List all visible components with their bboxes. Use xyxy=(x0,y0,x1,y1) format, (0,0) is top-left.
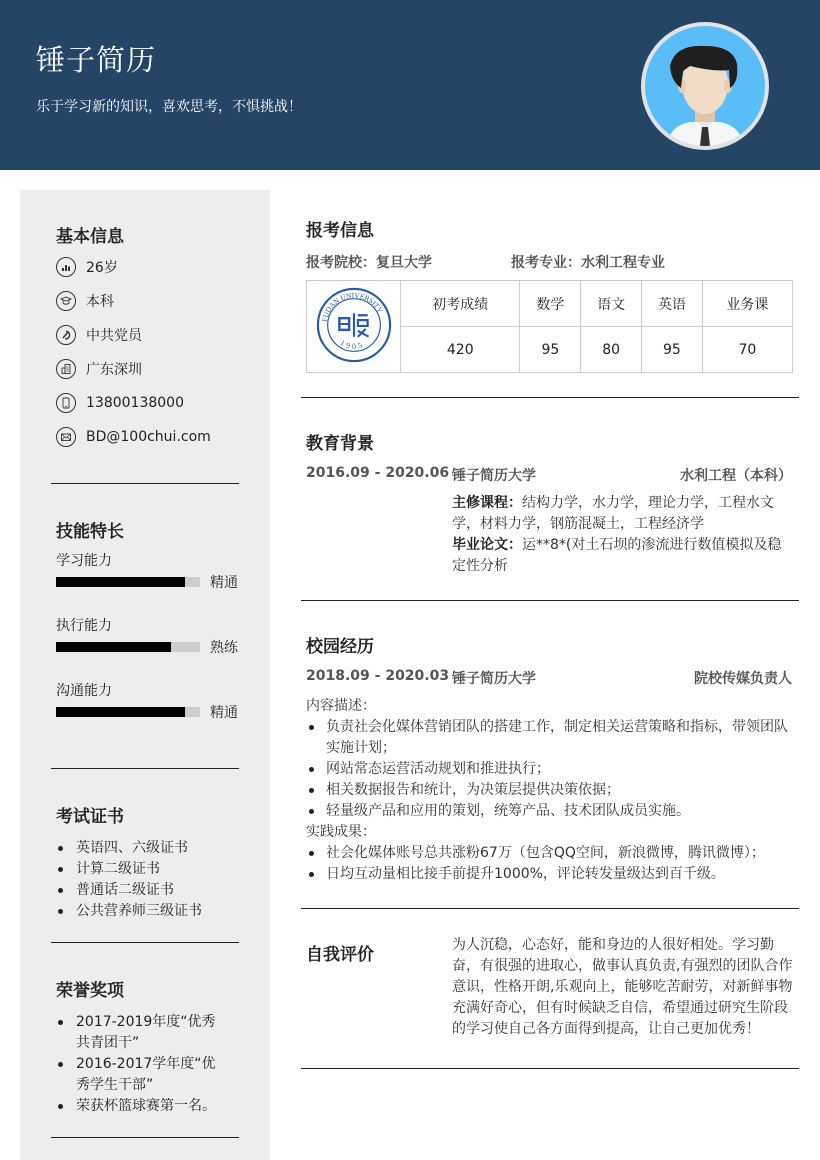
phone-icon xyxy=(56,393,76,413)
building-icon xyxy=(56,359,76,379)
age-chart-icon xyxy=(56,257,76,277)
desc-item: 网站常态运营活动规划和推进执行； xyxy=(306,759,796,780)
certificates-section xyxy=(56,802,239,922)
party-emblem-icon xyxy=(56,325,76,345)
basic-info-section xyxy=(36,222,219,247)
honors-section xyxy=(56,976,239,1117)
score-header: 业务课 xyxy=(702,281,792,327)
campus-period: 2018.09 - 2020.03 xyxy=(306,668,450,684)
skill-item xyxy=(56,615,239,659)
university-logo xyxy=(307,281,401,373)
score-header: 数学 xyxy=(520,281,581,327)
mail-icon xyxy=(56,427,76,447)
skill-bar xyxy=(56,642,200,652)
certificate-item: 英语四、六级证书 xyxy=(56,838,239,859)
info-politics-value: 中共党员 xyxy=(86,328,142,344)
education-school: 锤子简历大学 xyxy=(452,468,536,484)
education-title: 教育背景 xyxy=(306,434,374,454)
skill-label: 沟通能力 xyxy=(56,683,112,699)
education-detail xyxy=(452,493,794,577)
skill-level: 熟练 xyxy=(210,640,238,656)
score-value: 95 xyxy=(642,327,703,373)
education-major: 水利工程（本科） xyxy=(680,468,792,484)
self-eval-title: 自我评价 xyxy=(306,945,374,965)
thesis-text: 运**8*(对土石坝的渗流进行数值模拟及稳定性分析 xyxy=(452,537,782,574)
divider xyxy=(301,1068,799,1069)
honor-item: 2017-2019年度“优秀共青团干” xyxy=(56,1012,226,1054)
apply-title: 报考信息 xyxy=(306,221,374,241)
divider xyxy=(301,397,799,398)
score-header: 初考成绩 xyxy=(401,281,520,327)
info-location xyxy=(56,352,239,386)
honor-item: 荣获杯篮球赛第一名。 xyxy=(56,1096,226,1117)
honor-item: 2016-2017学年度“优秀学生干部” xyxy=(56,1054,226,1096)
info-politics xyxy=(56,318,239,352)
score-value: 95 xyxy=(520,327,581,373)
campus-school: 锤子简历大学 xyxy=(452,671,536,687)
graduation-cap-icon xyxy=(56,291,76,311)
score-value: 70 xyxy=(702,327,792,373)
skill-item xyxy=(56,550,239,594)
divider xyxy=(51,483,239,484)
thesis-label: 毕业论文： xyxy=(452,537,522,553)
apply-school: 报考院校：复旦大学 xyxy=(306,255,432,271)
info-phone-value: 13800138000 xyxy=(86,395,184,411)
info-email xyxy=(56,420,239,454)
education-period: 2016.09 - 2020.06 xyxy=(306,465,450,481)
skill-bar xyxy=(56,707,200,717)
apply-major: 报考专业：水利工程专业 xyxy=(511,255,665,271)
courses-text: 结构力学，水力学，理论力学，工程水文学，材料力学，钢筋混凝土，工程经济学 xyxy=(452,495,774,532)
certificates-title: 考试证书 xyxy=(56,807,124,827)
skill-level: 精通 xyxy=(210,705,238,721)
result-item: 日均互动量相比接手前提升1000%，评论转发量级达到百千级。 xyxy=(306,864,796,885)
campus-detail xyxy=(306,696,796,885)
divider xyxy=(51,768,239,769)
divider xyxy=(301,908,799,909)
score-header: 英语 xyxy=(642,281,703,327)
info-phone xyxy=(56,386,239,420)
score-value: 420 xyxy=(401,327,520,373)
skill-label: 学习能力 xyxy=(56,553,112,569)
info-location-value: 广东深圳 xyxy=(86,362,142,378)
basic-info-title: 基本信息 xyxy=(56,227,124,247)
divider xyxy=(51,942,239,943)
resume-header xyxy=(0,0,820,170)
score-table xyxy=(306,280,793,373)
desc-item: 负责社会化媒体营销团队的搭建工作，制定相关运营策略和指标，带领团队实施计划； xyxy=(306,717,796,759)
certificate-item: 公共营养师三级证书 xyxy=(56,901,239,922)
svg-text:FUDAN UNIVERSITY: FUDAN UNIVERSITY xyxy=(319,290,385,322)
campus-title: 校园经历 xyxy=(306,637,374,657)
divider xyxy=(51,1137,239,1138)
score-header: 语文 xyxy=(581,281,642,327)
info-age xyxy=(56,250,239,284)
skill-bar xyxy=(56,577,200,587)
skill-label: 执行能力 xyxy=(56,618,112,634)
resume-motto: 乐于学习新的知识，喜欢思考，不惧挑战！ xyxy=(36,99,302,115)
resume-name: 锤子简历 xyxy=(36,43,157,77)
result-item: 社会化媒体账号总共涨粉67万（包含QQ空间，新浪微博，腾讯微博）； xyxy=(306,843,796,864)
info-email-value: BD@100chui.com xyxy=(86,429,211,445)
fudan-logo-icon xyxy=(315,286,393,364)
certificate-item: 普通话二级证书 xyxy=(56,880,239,901)
info-degree-value: 本科 xyxy=(86,294,114,310)
certificate-item: 计算二级证书 xyxy=(56,859,239,880)
honors-title: 荣誉奖项 xyxy=(56,981,124,1001)
courses-label: 主修课程： xyxy=(452,495,522,511)
skills-title: 技能特长 xyxy=(56,522,124,542)
info-age-value: 26岁 xyxy=(86,260,118,276)
self-eval-text: 为人沉稳，心态好，能和身边的人很好相处。学习勤奋，有很强的进取心，做事认真负责,有强烈的团队合作意识，性格开朗,乐观向上，能够吃苦耐劳，对新鲜事物充满好奇心，但有时候缺乏自信，希望通过研究生阶段的学习使自己各方面得到提高，让自己更加优秀！ xyxy=(452,937,793,1037)
skills-section xyxy=(56,517,239,542)
info-degree xyxy=(56,284,239,318)
svg-text:1905: 1905 xyxy=(338,337,366,351)
skill-item xyxy=(56,680,239,724)
result-label: 实践成果： xyxy=(306,824,376,840)
campus-role: 院校传媒负责人 xyxy=(694,671,792,687)
desc-item: 相关数据报告和统计，为决策层提供决策依据； xyxy=(306,780,796,801)
avatar xyxy=(641,22,769,150)
desc-item: 轻量级产品和应用的策划，统筹产品、技术团队成员实施。 xyxy=(306,801,796,822)
basic-info-list xyxy=(56,250,239,454)
divider xyxy=(301,600,799,601)
score-value: 80 xyxy=(581,327,642,373)
skill-level: 精通 xyxy=(210,575,238,591)
avatar-illustration-icon xyxy=(645,26,765,146)
desc-label: 内容描述： xyxy=(306,698,376,714)
